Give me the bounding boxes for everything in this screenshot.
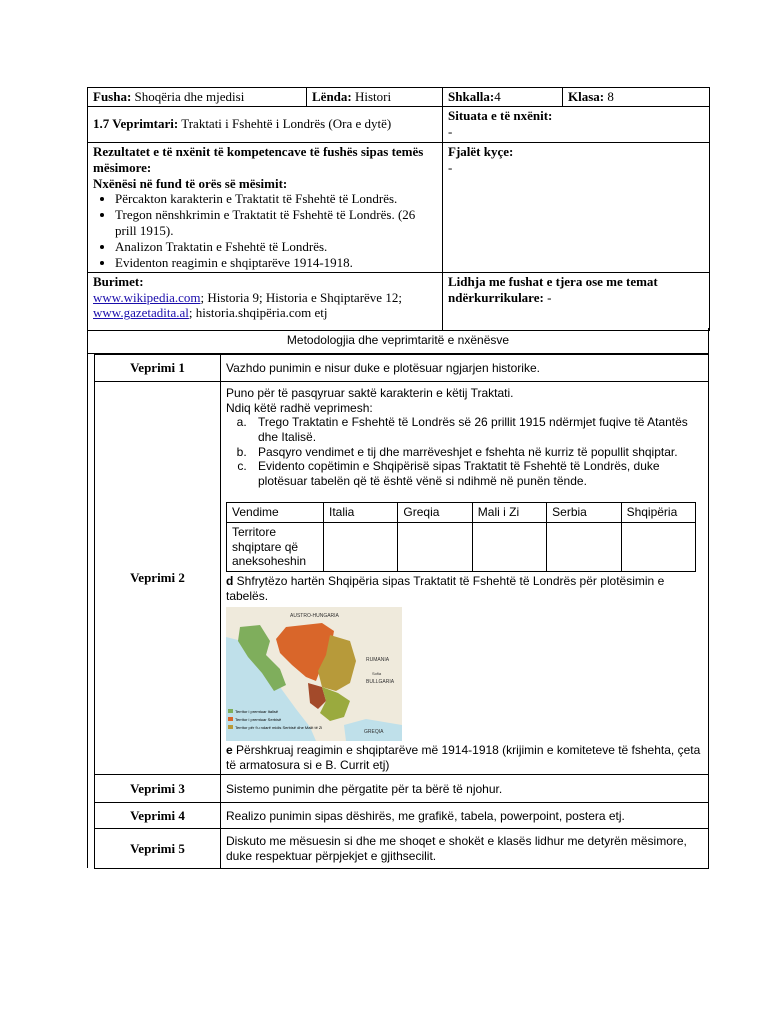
legend-italy: Territor i premtuar Italisë xyxy=(235,709,279,715)
step-3-label: Veprimi 3 xyxy=(95,775,221,803)
label-romania: RUMANIA xyxy=(366,657,390,664)
methodology-title: Metodologjia dhe veprimtaritë e nxënësve xyxy=(87,328,709,354)
situata-cell: Situata e të nxënit: - xyxy=(443,106,710,142)
label-sofia: Sofia xyxy=(372,671,382,677)
result-item: • Tregon nënshkrimin e Traktatit të Fshehtë të Londrës. (26 prill 1915). xyxy=(115,207,437,239)
result-item: • Evidenton reagimin e shqiptarëve 1914-1918. xyxy=(115,255,437,271)
london-treaty-map xyxy=(226,607,402,741)
shkalla-cell: Shkalla:4 xyxy=(443,88,563,107)
wikipedia-link[interactable]: www.wikipedia.com xyxy=(93,289,201,305)
territory-row-label: Territore shqiptare që aneksoheshin xyxy=(227,523,324,572)
territory-header: Serbia xyxy=(547,503,621,523)
territory-cell-greqia[interactable] xyxy=(398,523,472,572)
step-3-text: Sistemo punimin dhe përgatite për ta bërë të njohur. xyxy=(221,775,709,803)
step-2-list xyxy=(226,415,703,488)
step-1-label: Veprimi 1 xyxy=(95,355,221,382)
step-2-d: d Shfrytëzo hartën Shqipëria sipas Traktatit të Fshehtë të Londrës për plotësimin e tabelës. xyxy=(226,573,665,603)
step-1-text: Vazhdo punimin e nisur duke e plotësuar ngjarjen historike. xyxy=(221,355,709,382)
step-2-item: c. Evidento copëtimin e Shqipërisë sipas Traktatit të Fshehtë të Londrës, duke plotësuar tabelën që të është vënë si ndihmë në punën tënde. xyxy=(250,459,703,488)
results-heading: Rezultatet e të nxënit të kompetencave të fushës sipas temës mësimore: xyxy=(93,143,424,175)
klasa-cell: Klasa: 8 xyxy=(563,88,710,107)
step-2-item: a. Trego Traktatin e Fshehtë të Londrës së 26 prillit 1915 ndërmjet fuqive të Atantës dhe Italisë. xyxy=(250,415,703,444)
label-greece: GREQIA xyxy=(364,729,384,736)
keywords-cell: Fjalët kyçe: - xyxy=(443,142,710,272)
topic-cell: 1.7 Veprimtari: Traktati i Fshehtë i Londrës (Ora e dytë) xyxy=(88,106,443,142)
territory-header: Shqipëria xyxy=(621,503,695,523)
result-item: • Përcakton karakterin e Traktatit të Fshehtë të Londrës. xyxy=(115,191,437,207)
territory-header: Mali i Zi xyxy=(472,503,546,523)
step-2-item: b. Pasqyro vendimet e tij dhe marrëveshjet e fshehta në kurriz të popullit shqiptar. xyxy=(250,445,703,460)
territory-cell-italia[interactable] xyxy=(324,523,398,572)
territory-header: Greqia xyxy=(398,503,472,523)
results-list xyxy=(93,191,437,270)
territory-header: Italia xyxy=(324,503,398,523)
lesson-info-table xyxy=(87,87,710,331)
sources-cell: Burimet: www.wikipedia.com; Historia 9; Historia e Shqiptarëve 12; www.gazetadita.al; historia.shqipëria.com etj xyxy=(88,272,443,330)
step-5-text: Diskuto me mësuesin si dhe me shoqet e shokët e klasës lidhur me detyrën mësimore, duke respektuar përpjekjet e gjithsecilit. xyxy=(221,829,709,869)
result-item: • Analizon Traktatin e Fshehtë të Londrës. xyxy=(115,239,437,255)
results-subheading: Nxënësi në fund të orës së mësimit: xyxy=(93,175,288,191)
step-5-label: Veprimi 5 xyxy=(95,829,221,869)
territory-cell-shqiperia[interactable] xyxy=(621,523,695,572)
steps-table xyxy=(94,354,709,869)
links-cell: Lidhja me fushat e tjera ose me temat ndërkurrikulare: - xyxy=(443,272,710,330)
step-2-content xyxy=(221,382,709,775)
results-cell xyxy=(88,142,443,272)
step-4-text: Realizo punimin sipas dëshirës, me grafikë, tabela, powerpoint, postera etj. xyxy=(221,803,709,829)
lenda-cell: Lënda: Histori xyxy=(307,88,443,107)
step-4-label: Veprimi 4 xyxy=(95,803,221,829)
territory-cell-mali-i-zi[interactable] xyxy=(472,523,546,572)
step-2-intro: Puno për të pasqyruar saktë karakterin e këtij Traktati. xyxy=(226,386,514,400)
legend-serbia: Territor i premtuar Serbisë xyxy=(235,717,282,723)
legend-shared: Territor për t'u ndarë midis Serbisë dhe Malit të Zi xyxy=(235,725,323,731)
fusha-cell: Fusha: Shoqëria dhe mjedisi xyxy=(88,88,307,107)
outer-border-line xyxy=(87,354,88,868)
step-2-e: e Përshkruaj reagimin e shqiptarëve më 1914-1918 (krijimin e komiteteve të fshehta, çeta të armatosura si e B. Currit etj) xyxy=(226,743,701,772)
territory-table xyxy=(226,502,696,572)
gazetadita-link[interactable]: www.gazetadita.al xyxy=(93,305,189,321)
label-austria: AUSTRO-HUNGARIA xyxy=(290,613,339,620)
territory-cell-serbia[interactable] xyxy=(547,523,621,572)
step-2-intro-2: Ndiq këtë radhë veprimesh: xyxy=(226,400,373,415)
territory-header: Vendime xyxy=(227,503,324,523)
step-2-label: Veprimi 2 xyxy=(95,382,221,775)
label-bulgaria: BULLGARIA xyxy=(366,679,395,686)
